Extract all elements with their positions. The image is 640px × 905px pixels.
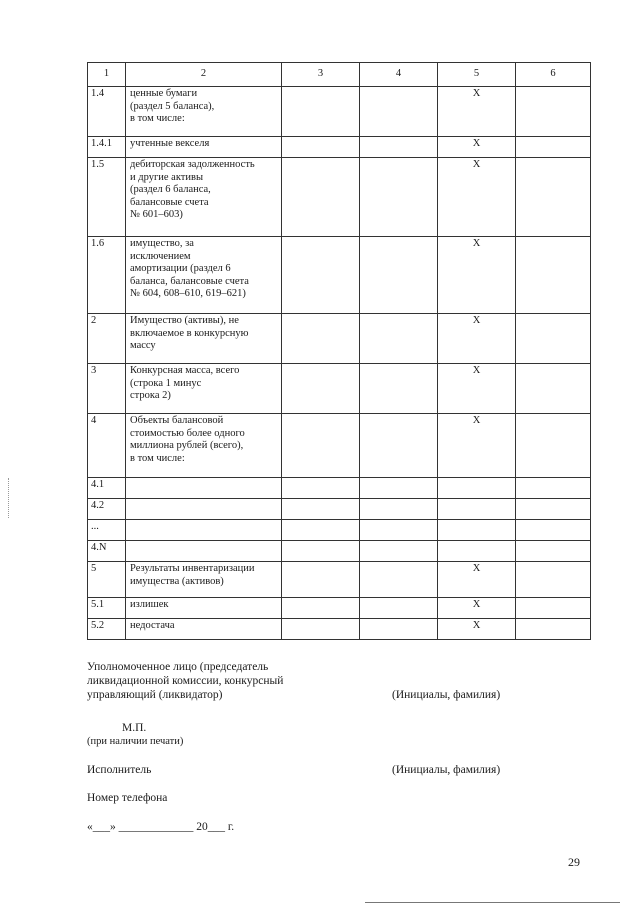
cell-col6: [516, 499, 591, 520]
executor-label: Исполнитель: [87, 764, 152, 776]
cell-col4: [360, 478, 438, 499]
cell-col6: [516, 562, 591, 598]
cell-col6: [516, 520, 591, 541]
cell-col6: [516, 237, 591, 314]
cell-col6: [516, 541, 591, 562]
phone-label: Номер телефона: [87, 792, 168, 804]
cell-col5: X: [438, 364, 516, 414]
row-number: 5.1: [88, 598, 126, 619]
cell-col4: [360, 541, 438, 562]
stamp-note: (при наличии печати): [87, 736, 184, 747]
cell-col5: X: [438, 314, 516, 364]
row-number: 4: [88, 414, 126, 478]
cell-col3: [282, 237, 360, 314]
cell-col5: [438, 520, 516, 541]
header-col-2: 2: [126, 63, 282, 87]
cell-col3: [282, 562, 360, 598]
table-row: [88, 364, 591, 414]
cell-col5: [438, 478, 516, 499]
row-description: [126, 478, 282, 499]
header-col-1: 1: [88, 63, 126, 87]
cell-col4: [360, 414, 438, 478]
cell-col6: [516, 314, 591, 364]
row-number: 4.1: [88, 478, 126, 499]
cell-col5: X: [438, 414, 516, 478]
cell-col6: [516, 598, 591, 619]
table-row: [88, 314, 591, 364]
cell-col3: [282, 364, 360, 414]
cell-col3: [282, 499, 360, 520]
cell-col5: X: [438, 137, 516, 158]
row-number: 4.2: [88, 499, 126, 520]
initials-label-1: (Инициалы, фамилия): [392, 689, 501, 701]
cell-col6: [516, 478, 591, 499]
cell-col3: [282, 87, 360, 137]
row-description: имущество, за исключением амортизации (раздел 6 баланса, балансовые счета № 604, 608–610, 619–621): [126, 237, 282, 314]
table-row: [88, 137, 591, 158]
cell-col4: [360, 158, 438, 237]
cell-col6: [516, 619, 591, 640]
initials-label-2: (Инициалы, фамилия): [392, 764, 501, 776]
row-number: 1.4: [88, 87, 126, 137]
cell-col3: [282, 414, 360, 478]
cell-col6: [516, 414, 591, 478]
table-row: [88, 520, 591, 541]
table-row: [88, 87, 591, 137]
cell-col3: [282, 541, 360, 562]
table-row: [88, 478, 591, 499]
cell-col3: [282, 619, 360, 640]
table-row: [88, 562, 591, 598]
cell-col3: [282, 137, 360, 158]
cell-col4: [360, 562, 438, 598]
table-row: [88, 237, 591, 314]
row-description: [126, 499, 282, 520]
row-number: 1.6: [88, 237, 126, 314]
cell-col4: [360, 237, 438, 314]
cell-col5: X: [438, 158, 516, 237]
row-number: 4.N: [88, 541, 126, 562]
header-col-6: 6: [516, 63, 591, 87]
cell-col3: [282, 598, 360, 619]
row-description: ценные бумаги (раздел 5 баланса), в том числе:: [126, 87, 282, 137]
cell-col5: [438, 541, 516, 562]
row-number: 1.5: [88, 158, 126, 237]
cell-col6: [516, 137, 591, 158]
table-row: [88, 158, 591, 237]
row-description: учтенные векселя: [126, 137, 282, 158]
header-col-4: 4: [360, 63, 438, 87]
row-description: Имущество (активы), не включаемое в конкурсную массу: [126, 314, 282, 364]
row-description: Результаты инвентаризации имущества (активов): [126, 562, 282, 598]
row-description: Объекты балансовой стоимостью более одного миллиона рублей (всего), в том числе:: [126, 414, 282, 478]
cell-col4: [360, 520, 438, 541]
cell-col5: X: [438, 598, 516, 619]
cell-col4: [360, 364, 438, 414]
table-row: [88, 598, 591, 619]
cell-col6: [516, 87, 591, 137]
authorized-person-label: Уполномоченное лицо (председатель ликвидационной комиссии, конкурсный управляющий (ликвидатор): [87, 661, 284, 701]
cell-col4: [360, 619, 438, 640]
cell-col4: [360, 314, 438, 364]
row-number: 3: [88, 364, 126, 414]
cell-col4: [360, 499, 438, 520]
row-number: 5.2: [88, 619, 126, 640]
assets-table: [87, 62, 591, 640]
table-header-row: [88, 63, 591, 87]
cell-col3: [282, 314, 360, 364]
header-col-5: 5: [438, 63, 516, 87]
cell-col3: [282, 158, 360, 237]
cell-col5: X: [438, 619, 516, 640]
row-description: недостача: [126, 619, 282, 640]
row-number: 2: [88, 314, 126, 364]
table-row: [88, 499, 591, 520]
table-row: [88, 619, 591, 640]
row-description: [126, 541, 282, 562]
stamp-label: М.П.: [122, 722, 147, 734]
cell-col5: X: [438, 237, 516, 314]
row-description: излишек: [126, 598, 282, 619]
table-row: [88, 541, 591, 562]
page-number: 29: [568, 855, 580, 869]
row-number: 5: [88, 562, 126, 598]
table-row: [88, 414, 591, 478]
header-col-3: 3: [282, 63, 360, 87]
bottom-rule: [365, 902, 620, 903]
cell-col5: [438, 499, 516, 520]
cell-col3: [282, 478, 360, 499]
cell-col5: X: [438, 562, 516, 598]
cell-col4: [360, 598, 438, 619]
cell-col4: [360, 137, 438, 158]
margin-dots: [8, 478, 10, 518]
row-number: 1.4.1: [88, 137, 126, 158]
row-description: [126, 520, 282, 541]
row-number: ...: [88, 520, 126, 541]
cell-col6: [516, 158, 591, 237]
row-description: Конкурсная масса, всего (строка 1 минус строка 2): [126, 364, 282, 414]
cell-col3: [282, 520, 360, 541]
cell-col4: [360, 87, 438, 137]
date-line: «___» _____________ 20___ г.: [87, 821, 235, 833]
row-description: дебиторская задолженность и другие активы (раздел 6 баланса, балансовые счета № 601–603): [126, 158, 282, 237]
cell-col5: X: [438, 87, 516, 137]
cell-col6: [516, 364, 591, 414]
